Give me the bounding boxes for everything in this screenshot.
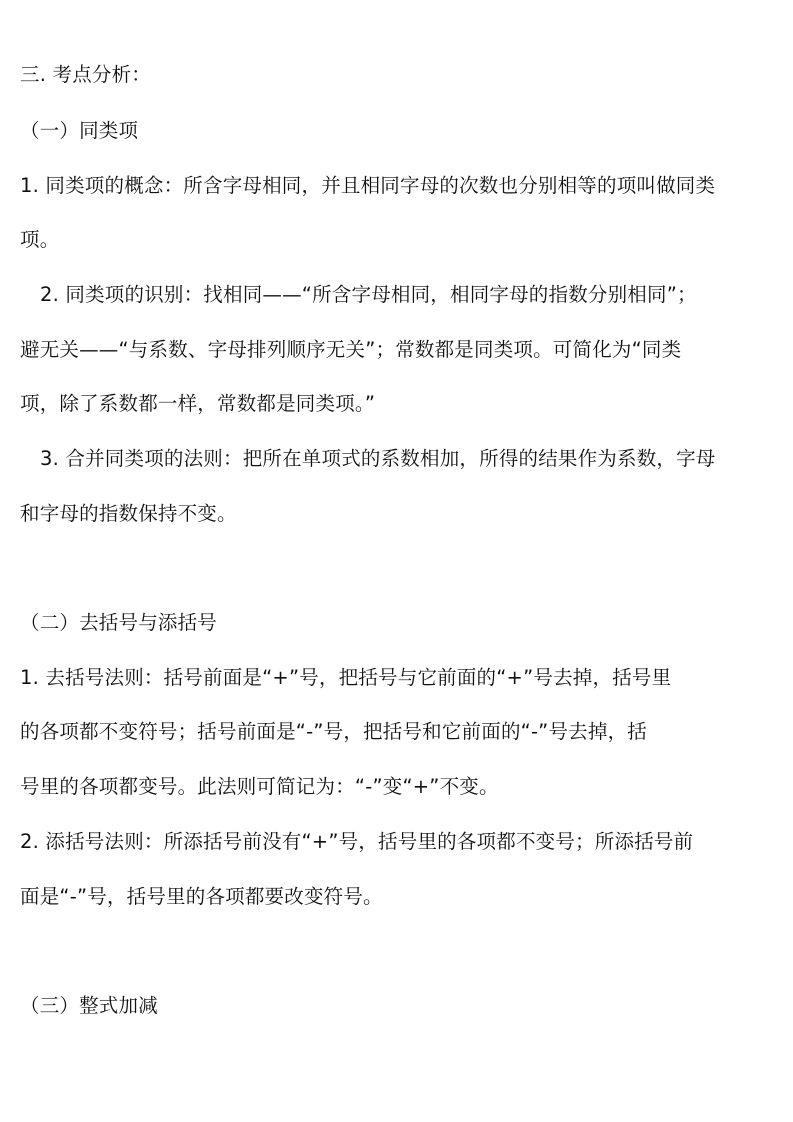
section-title: 三. 考点分析： (20, 63, 151, 86)
part1-item2-line3: 项，除了系数都一样，常数都是同类项。” (20, 392, 376, 415)
part1-item3-line2: 和字母的指数保持不变。 (20, 502, 237, 525)
part1-item1-line2: 项。 (20, 228, 60, 251)
part2-item1-line1: 1. 去括号法则：括号前面是“+”号，把括号与它前面的“+”号去掉，括号里 (20, 666, 672, 689)
part1-item1-line1: 1. 同类项的概念：所含字母相同，并且相同字母的次数也分别相等的项叫做同类 (20, 174, 716, 197)
part2-item2-line1: 2. 添括号法则：所添括号前没有“+”号，括号里的各项都不变号；所添括号前 (20, 830, 694, 853)
part1-heading: （一）同类项 (20, 119, 139, 142)
part2-item1-line2: 的各项都不变符号；括号前面是“-”号，把括号和它前面的“-”号去掉，括 (20, 720, 647, 743)
part2-item1-line3: 号里的各项都变号。此法则可简记为：“-”变“+”不变。 (20, 775, 499, 798)
part2-item2-line2: 面是“-”号，括号里的各项都要改变符号。 (20, 885, 383, 908)
part1-item2-line2: 避无关——“与系数、字母排列顺序无关”；常数都是同类项。可简化为“同类 (20, 338, 682, 361)
part1-item2-line1: 2. 同类项的识别：找相同——“所含字母相同，相同字母的指数分别相同”； (40, 283, 697, 306)
part3-heading: （三）整式加减 (20, 994, 158, 1017)
part1-item3-line1: 3. 合并同类项的法则：把所在单项式的系数相加，所得的结果作为系数，字母 (40, 447, 716, 470)
part2-heading: （二）去括号与添括号 (20, 611, 218, 634)
